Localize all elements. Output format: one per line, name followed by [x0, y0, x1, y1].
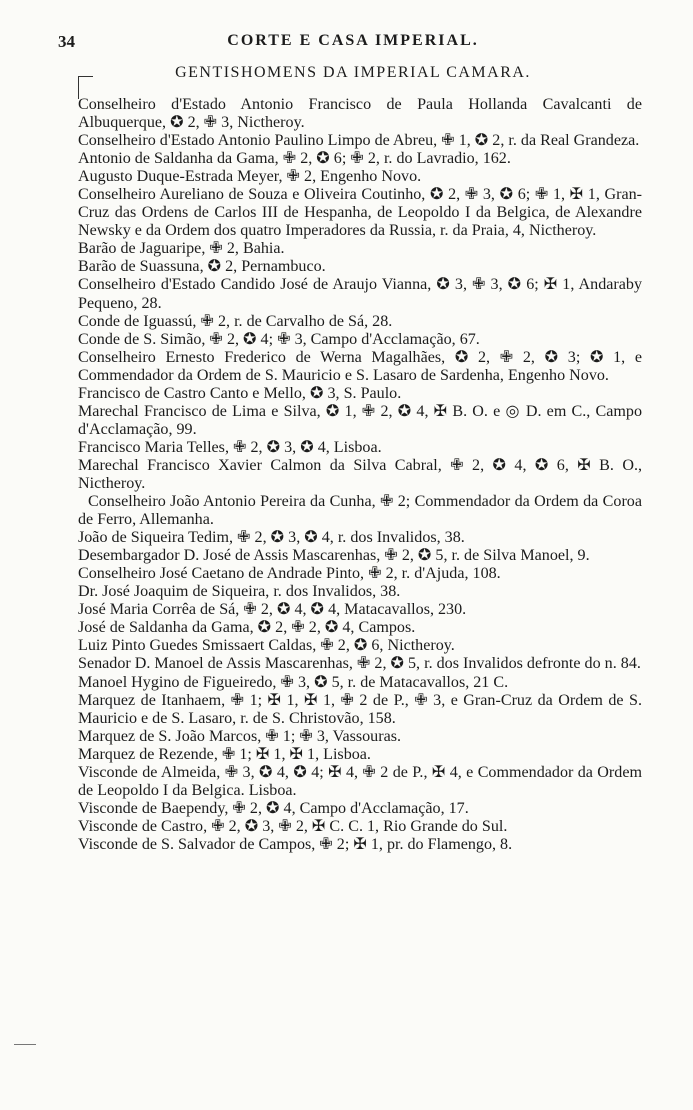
running-head [58, 32, 648, 54]
entry-item: Marquez de Itanhaem, ✙ 1; ✠ 1, ✠ 1, ✙ 2 de P., ✙ 3, e Gran-Cruz da Ordem de S. Mauricio e de S. Lasaro, r. de S. Christovão, 158. [78, 691, 642, 727]
entry-item: Visconde de Baependy, ✙ 2, ✪ 4, Campo d'Acclamação, 17. [78, 799, 469, 817]
entry-item: Barão de Suassuna, ✪ 2, Pernambuco. [78, 258, 326, 276]
entry-item: Manoel Hygino de Figueiredo, ✙ 3, ✪ 5, r. de Matacavallos, 21 C. [78, 673, 509, 691]
entry-item: Visconde de Castro, ✙ 2, ✪ 3, ✙ 2, ✠ C. C. 1, Rio Grande do Sul. [78, 817, 508, 835]
entry-item: Senador D. Manoel de Assis Mascarenhas, ✙ 2, ✪ 5, r. dos Invalidos defronte do n. 84. [78, 655, 641, 673]
entry-item: Conselheiro d'Estado Antonio Francisco de Paula Hollanda Cavalcanti de Albuquerque, ✪ 2, ✙ 3, Nictheroy. [78, 96, 642, 132]
entry-item: Conselheiro José Caetano de Andrade Pinto, ✙ 2, r. d'Ajuda, 108. [78, 565, 501, 583]
section-title: GENTISHOMENS DA IMPERIAL CAMARA. [175, 64, 531, 81]
entry-item: Desembargador D. José de Assis Mascarenhas, ✙ 2, ✪ 5, r. de Silva Manoel, 9. [78, 547, 590, 565]
entry-list [78, 96, 642, 854]
running-title: CORTE E CASA IMPERIAL. [227, 32, 479, 49]
entry-item: João de Siqueira Tedim, ✙ 2, ✪ 3, ✪ 4, r. dos Invalidos, 38. [78, 529, 465, 547]
entry-item: Conde de S. Simão, ✙ 2, ✪ 4; ✙ 3, Campo d'Acclamação, 67. [78, 330, 480, 348]
margin-rule [14, 1044, 36, 1045]
entry-item: Visconde de Almeida, ✙ 3, ✪ 4, ✪ 4; ✠ 4, ✙ 2 de P., ✠ 4, e Commendador da Ordem de Leopoldo I da Belgica. Lisboa. [78, 763, 642, 799]
entry-item: Conselheiro Aureliano de Souza e Oliveira Coutinho, ✪ 2, ✙ 3, ✪ 6; ✙ 1, ✠ 1, Gran-Cruz das Ordens de Carlos III de Hespanha, de Leopoldo I da Belgica, de Alexandre Newsky e da Ordem dos quatro Imperadores da Russia, r. da Praia, 4, Nictheroy. [78, 186, 642, 240]
entry-item: Dr. José Joaquim de Siqueira, r. dos Invalidos, 38. [78, 583, 401, 601]
entry-item: Conselheiro Ernesto Frederico de Werna Magalhães, ✪ 2, ✙ 2, ✪ 3; ✪ 1, e Commendador da Ordem de S. Mauricio e S. Lasaro de Sardenha, Engenho Novo. [78, 348, 642, 384]
entry-item: Francisco de Castro Canto e Mello, ✪ 3, S. Paulo. [78, 384, 402, 402]
page-number: 34 [58, 32, 75, 51]
entry-item: Augusto Duque-Estrada Meyer, ✙ 2, Engenho Novo. [78, 168, 422, 186]
entry-item: Marquez de Rezende, ✙ 1; ✠ 1, ✠ 1, Lisboa. [78, 745, 371, 763]
entry-item: José de Saldanha da Gama, ✪ 2, ✙ 2, ✪ 4, Campos. [78, 619, 416, 637]
entry-item: Conselheiro d'Estado Candido José de Araujo Vianna, ✪ 3, ✙ 3, ✪ 6; ✠ 1, Andaraby Pequeno, 28. [78, 276, 642, 312]
entry-item: José Maria Corrêa de Sá, ✙ 2, ✪ 4, ✪ 4, Matacavallos, 230. [78, 601, 467, 619]
entry-item: Luiz Pinto Guedes Smissaert Caldas, ✙ 2, ✪ 6, Nictheroy. [78, 637, 455, 655]
entry-item: Visconde de S. Salvador de Campos, ✙ 2; ✠ 1, pr. do Flamengo, 8. [78, 835, 513, 853]
entry-item: Conselheiro João Antonio Pereira da Cunha, ✙ 2; Commendador da Ordem da Coroa de Ferro, Allemanha. [78, 493, 642, 529]
entry-item: Francisco Maria Telles, ✙ 2, ✪ 3, ✪ 4, Lisboa. [78, 438, 382, 456]
entry-item: Marechal Francisco Xavier Calmon da Silva Cabral, ✙ 2, ✪ 4, ✪ 6, ✠ B. O., Nictheroy. [78, 456, 642, 492]
entry-item: Antonio de Saldanha da Gama, ✙ 2, ✪ 6; ✙ 2, r. do Lavradio, 162. [78, 150, 511, 168]
entry-item: Conselheiro d'Estado Antonio Paulino Limpo de Abreu, ✙ 1, ✪ 2, r. da Real Grandeza. [78, 132, 640, 150]
entry-item: Marquez de S. João Marcos, ✙ 1; ✙ 3, Vassouras. [78, 727, 402, 745]
entry-item: Conde de Iguassú, ✙ 2, r. de Carvalho de Sá, 28. [78, 312, 393, 330]
entry-item: Barão de Jaguaripe, ✙ 2, Bahia. [78, 240, 285, 258]
entry-item: Marechal Francisco de Lima e Silva, ✪ 1, ✙ 2, ✪ 4, ✠ B. O. e ◎ D. em C., Campo d'Acclamação, 99. [78, 402, 642, 438]
